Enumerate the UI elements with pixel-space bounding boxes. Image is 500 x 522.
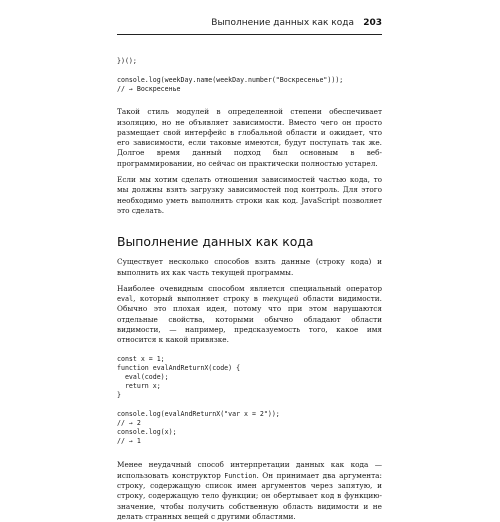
paragraph-eval bbox=[117, 284, 382, 346]
code-line: function evalAndReturnX(code) { bbox=[117, 363, 241, 372]
code-line: return x; bbox=[117, 381, 161, 390]
code-line: // → Воскресенье bbox=[117, 85, 181, 94]
paragraph-function-constructor bbox=[117, 460, 382, 522]
text-run: области видимости. Обычно это плохая идея, потому что при этом нарушаются отдельные свойства, которыми обычно обладают области видимости, — например, предсказуемость того, какое имя относится к какой привязке. bbox=[117, 294, 382, 345]
code-line: } bbox=[117, 391, 121, 399]
text-run: Менее неудачный способ интерпретации данных как кода — использовать конструктор bbox=[117, 460, 382, 480]
code-line: const x = 1; bbox=[117, 354, 165, 363]
emphasis-current: текущей bbox=[262, 294, 299, 304]
running-head: Выполнение данных как кода bbox=[211, 18, 354, 28]
inline-code-eval: eval bbox=[117, 295, 134, 304]
code-block-top bbox=[117, 57, 382, 94]
code-line: // → 1 bbox=[117, 437, 141, 446]
text-run: . Он принимает два аргумента: строку, содержащую список имен аргументов через запятую, и строку, содержащую тело функции; он обертывает код в функцию-значение, чтобы получить собственную область видимости и не делать странных вещей с другими областями. bbox=[117, 470, 382, 521]
paragraph-dependencies: Если мы хотим сделать отношения зависимостей частью кода, то мы должны взять загрузку зависимостей под контроль. Для этого необходимо уметь выполнять строки как код. JavaScript позволяет это сделать. bbox=[117, 175, 382, 215]
code-line: })(); bbox=[117, 57, 137, 65]
code-line: // → 2 bbox=[117, 419, 141, 428]
text-run: Наиболее очевидным способом является специальный оператор bbox=[117, 283, 382, 293]
paragraph-module-style: Такой стиль модулей в определенной степени обеспечивает изоляцию, но не объявляет зависимости. Вместо чего он просто размещает свой интерфейс в глобальной области и ожидает, что его зависимости, если таковые имеются, будут поступать так же. Долгое время данный подход был основным в веб-программировании, но сейчас он практически полностью устарел. bbox=[117, 107, 382, 168]
paragraph-ways: Существует несколько способов взять данные (строку кода) и выполнить их как часть текущей программы. bbox=[117, 257, 382, 277]
code-line: eval(code); bbox=[117, 372, 169, 381]
inline-code-function: Function bbox=[224, 471, 257, 480]
page-header bbox=[117, 18, 382, 35]
code-block-eval bbox=[117, 355, 382, 447]
page-number: 203 bbox=[363, 18, 382, 28]
page-body bbox=[117, 43, 382, 522]
code-line: console.log(x); bbox=[117, 428, 177, 437]
text-run: , который выполняет строку в bbox=[133, 294, 263, 304]
section-title: Выполнение данных как кода bbox=[117, 234, 314, 250]
code-line: console.log(evalAndReturnX("var x = 2")); bbox=[117, 410, 280, 419]
code-line: console.log(weekDay.name(weekDay.number("Воскресенье"))); bbox=[117, 76, 344, 85]
